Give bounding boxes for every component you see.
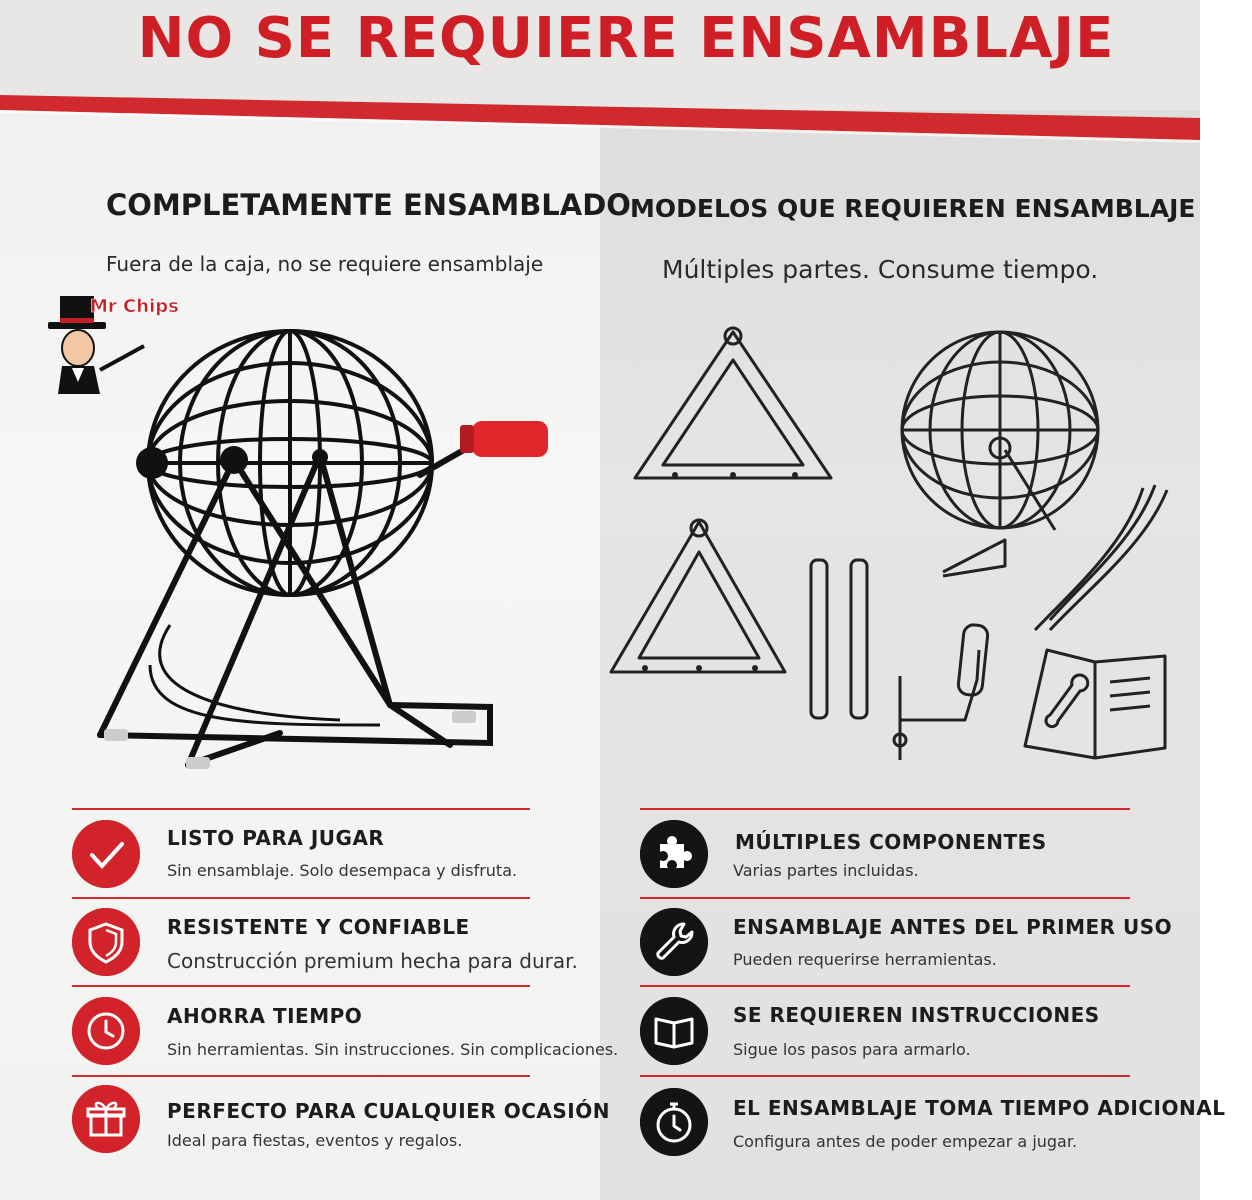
bingo-cage-illustration xyxy=(90,325,560,785)
separator xyxy=(640,985,1130,987)
feature-desc: Ideal para fiestas, eventos y regalos. xyxy=(167,1131,463,1150)
separator xyxy=(640,808,1130,810)
puzzle-icon xyxy=(640,820,708,888)
right-subheading: Múltiples partes. Consume tiempo. xyxy=(662,255,1099,284)
stopwatch-icon xyxy=(640,1088,708,1156)
feature-title: MÚLTIPLES COMPONENTES xyxy=(735,830,1047,854)
feature-title: PERFECTO PARA CUALQUIER OCASIÓN xyxy=(167,1099,610,1123)
feature-title: LISTO PARA JUGAR xyxy=(167,826,385,850)
disassembled-parts-illustration xyxy=(605,320,1195,780)
feature-desc: Varias partes incluidas. xyxy=(733,861,919,880)
page-title: NO SE REQUIERE ENSAMBLAJE xyxy=(137,6,1115,71)
checkmark-icon xyxy=(72,820,140,888)
feature-title: ENSAMBLAJE ANTES DEL PRIMER USO xyxy=(733,915,1173,939)
wrench-icon xyxy=(640,908,708,976)
feature-title: AHORRA TIEMPO xyxy=(167,1004,363,1028)
left-heading: COMPLETAMENTE ENSAMBLADO xyxy=(106,188,631,222)
logo-text: Mr Chips xyxy=(90,296,179,317)
feature-title: EL ENSAMBLAJE TOMA TIEMPO ADICIONAL xyxy=(733,1096,1226,1120)
separator xyxy=(72,897,530,899)
separator xyxy=(640,1075,1130,1077)
feature-desc: Sin ensamblaje. Solo desempaca y disfruta. xyxy=(167,861,518,880)
book-icon xyxy=(640,997,708,1065)
feature-desc: Pueden requerirse herramientas. xyxy=(733,950,997,969)
feature-desc: Construcción premium hecha para durar. xyxy=(167,949,578,973)
separator xyxy=(72,985,530,987)
right-heading: MODELOS QUE REQUIEREN ENSAMBLAJE xyxy=(630,194,1196,223)
feature-title: RESISTENTE Y CONFIABLE xyxy=(167,915,470,939)
feature-title: SE REQUIEREN INSTRUCCIONES xyxy=(733,1003,1100,1027)
left-subheading: Fuera de la caja, no se requiere ensamblaje xyxy=(106,252,544,276)
feature-desc: Sin herramientas. Sin instrucciones. Sin complicaciones. xyxy=(167,1040,619,1059)
feature-desc: Sigue los pasos para armarlo. xyxy=(733,1040,971,1059)
separator xyxy=(72,1075,530,1077)
gift-icon xyxy=(72,1085,140,1153)
separator xyxy=(640,897,1130,899)
feature-desc: Configura antes de poder empezar a jugar. xyxy=(733,1132,1078,1151)
shield-icon xyxy=(72,908,140,976)
clock-icon xyxy=(72,997,140,1065)
separator xyxy=(72,808,530,810)
